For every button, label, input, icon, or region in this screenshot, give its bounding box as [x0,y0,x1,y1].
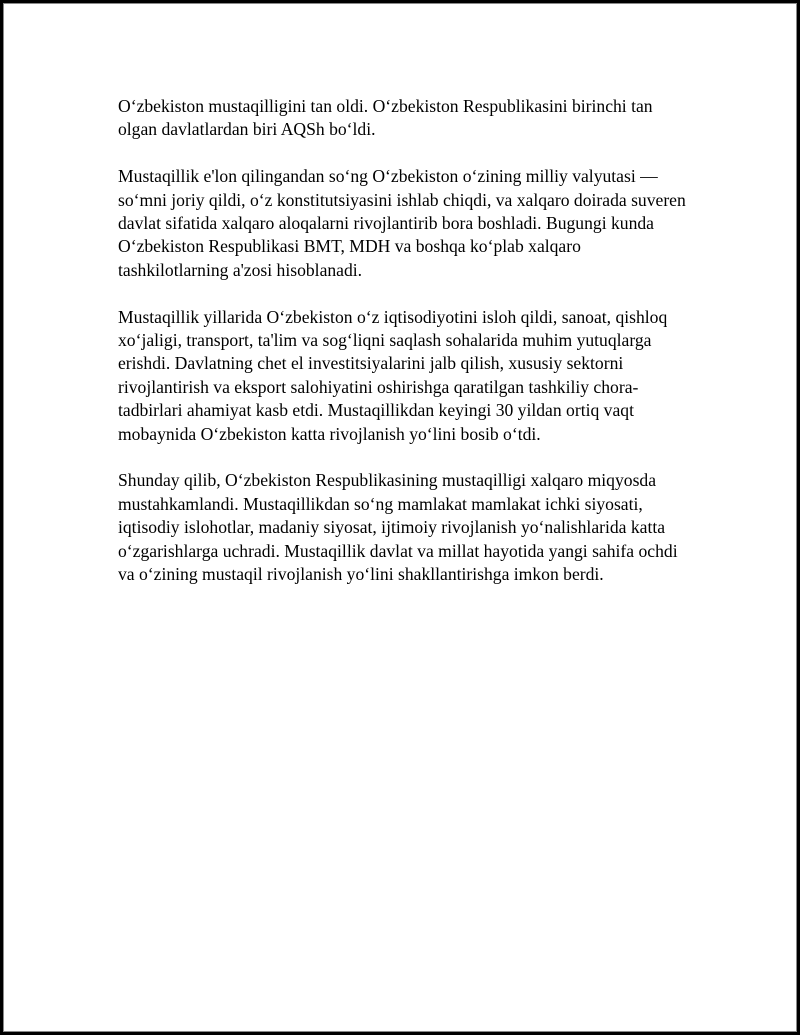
paragraph-3: Mustaqillik yillarida O‘zbekiston o‘z iqtisodiyotini isloh qildi, sanoat, qishloq xo‘jaligi, transport, ta'lim va sog‘liqni saqlash sohalarida muhim yutuqlarga erishdi. Davlatning chet el investitsiyalarini jalb qilish, xususiy sektorni rivojlantirish va eksport salohiyatini oshirishga qaratilgan tashkiliy chora-tadbirlari ahamiyat kasb etdi. Mustaqillikdan keyingi 30 yildan ortiq vaqt mobaynida O‘zbekiston katta rivojlanish yo‘lini bosib o‘tdi. [118,306,668,444]
paragraph-2: Mustaqillik e'lon qilingandan so‘ng O‘zbekiston o‘zining milliy valyutasi — so‘mni joriy qildi, o‘z konstitutsiyasini ishlab chiqdi, va xalqaro doirada suveren davlat sifatida xalqaro aloqalarni rivojlantirib bora boshladi. Bugungi kunda O‘zbekiston Respublikasi BMT, MDH va boshqa ko‘plab xalqaro tashkilotlarning a'zosi hisoblanadi. [118,166,686,280]
paragraph-4: Shunday qilib, O‘zbekiston Respublikasining mustaqilligi xalqaro miqyosda mustahkamlandi. Mustaqillikdan so‘ng mamlakat mamlakat ichki siyosati, iqtisodiy islohotlar, madaniy siyosat, ijtimoiy rivojlanish yo‘nalishlarida katta o‘zgarishlarga uchradi. Mustaqillik davlat va millat hayotida yangi sahifa ochdi va o‘zining mustaqil rivojlanish yo‘lini shakllantirishga imkon berdi. [118,470,678,585]
document-body [118,95,693,610]
paragraph-1: O‘zbekiston mustaqilligini tan oldi. O‘zbekiston Respublikasini birinchi tan olgan davlatlardan biri AQSh bo‘ldi. [118,96,653,140]
